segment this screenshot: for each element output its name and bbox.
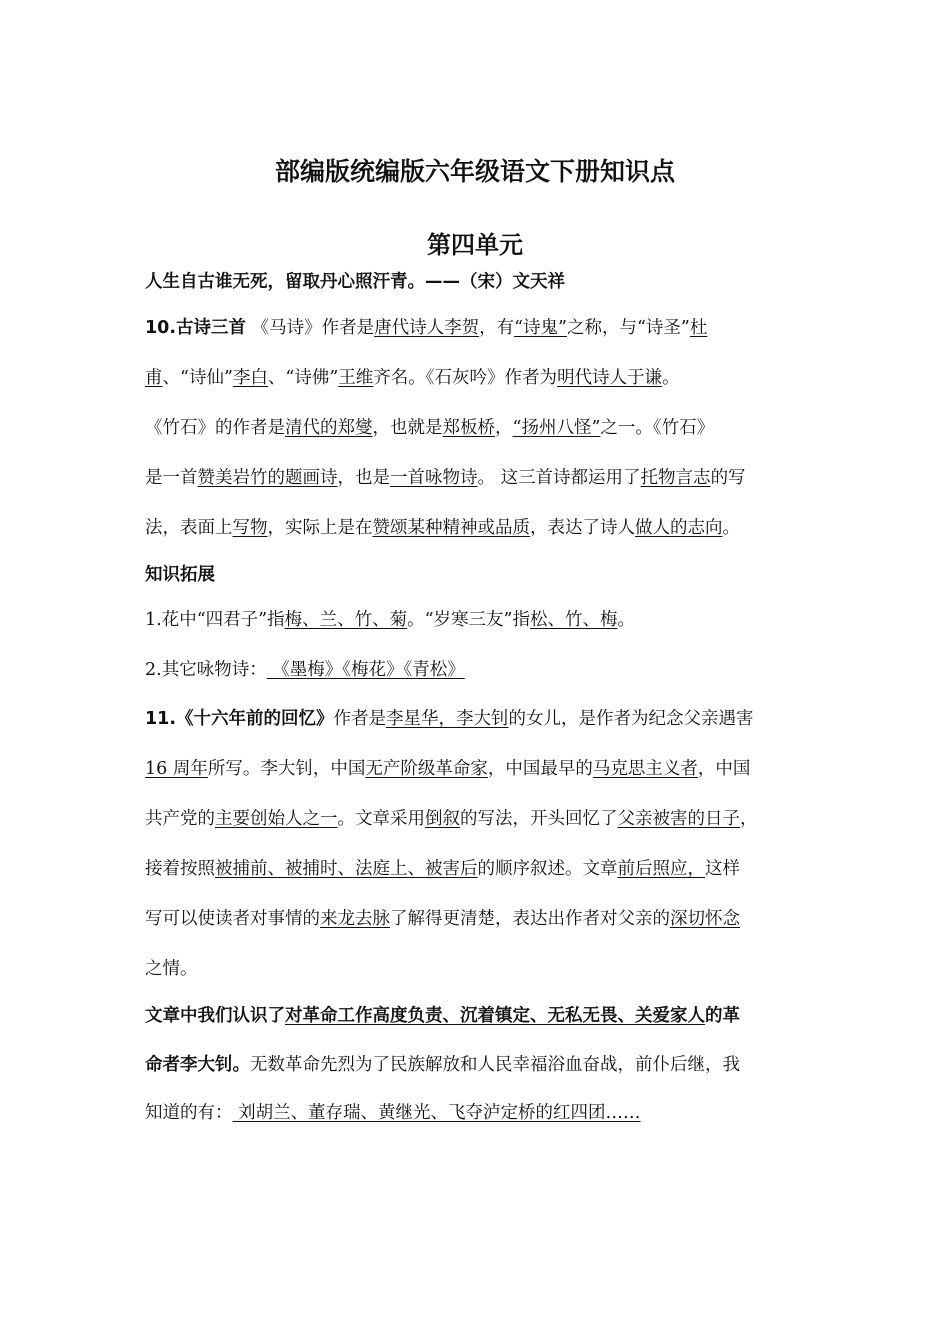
underlined-term: 托物言志 (640, 468, 711, 488)
text-span: 知道的有： (145, 1103, 233, 1123)
document-title: 部编版统编版六年级语文下册知识点 (274, 157, 675, 186)
underlined-term: 倒叙 (425, 809, 460, 829)
underlined-term: 16 周年 (145, 759, 208, 779)
underlined-term: “诗鬼” (514, 318, 567, 338)
underlined-term: 一首咏物诗 (390, 468, 478, 488)
text-line (145, 957, 825, 981)
underlined-term: 甫 (145, 368, 163, 388)
underlined-term: 杜 (689, 318, 708, 338)
text-span: ， (740, 809, 758, 829)
text-line (145, 416, 825, 440)
underlined-term: 对革命工作高度负责、沉着镇定、无私无畏、关爱家人 (285, 1006, 705, 1026)
section-heading (145, 563, 825, 587)
underlined-term: 做人的志向 (635, 518, 723, 538)
underlined-term: 被捕前、被捕时、法庭上、被害后 (215, 859, 478, 879)
underlined-term: 唐代诗人李贺 (374, 318, 480, 338)
text-span: 、“诗佛” (267, 368, 339, 388)
text-span: ，实际上是在 (267, 518, 373, 538)
text-span: 无数革命先烈为了民族解放和人民幸福浴血奋战，前仆后继，我 (250, 1055, 740, 1075)
text-line (145, 1053, 825, 1077)
text-line (145, 1004, 825, 1028)
text-line (145, 316, 825, 340)
text-span: 的写 (710, 468, 746, 488)
underlined-term: 《墨梅》《梅花》《青松》 (266, 660, 465, 680)
text-line (145, 1101, 825, 1125)
underlined-term: 王维 (338, 368, 374, 388)
underlined-term: 刘胡兰、董存瑞、黄继光、飞夺泸定桥的红四团…… (232, 1103, 641, 1123)
text-span: 2.其它咏物诗： (145, 660, 267, 680)
text-line (145, 366, 825, 390)
text-span: 11.《十六年前的回忆》 (145, 709, 334, 729)
underlined-term: 无产阶级革命家 (365, 759, 488, 779)
underlined-term: 来龙去脉 (320, 909, 390, 929)
text-span: 文章中我们认识了 (145, 1006, 285, 1026)
underlined-term: 前后照应， (617, 859, 705, 879)
text-span: 写可以使读者对事情的 (145, 909, 320, 929)
underlined-term: 马克思主义者 (592, 759, 698, 779)
text-span: 之称，与“诗圣” (566, 318, 690, 338)
underlined-term: 赞美岩竹的题画诗 (197, 468, 338, 488)
text-line (145, 757, 825, 781)
text-span: 1.花中“四君子”指 (145, 610, 285, 630)
text-span: 、“诗仙” (162, 368, 233, 388)
text-line (145, 516, 825, 540)
underlined-term: 清代的郑燮 (285, 418, 373, 438)
text-span: 命者李大钊。 (145, 1055, 250, 1075)
underlined-term: 李星华，李大钊 (386, 709, 509, 729)
underlined-term: “扬州八怪” (512, 418, 601, 438)
underlined-term: 李白 (232, 368, 268, 388)
text-span: 了解得更清楚，表达出作者对父亲的 (390, 909, 670, 929)
text-span: 的写法，开头回忆了 (460, 809, 618, 829)
text-span: 之一。《竹石》 (600, 418, 715, 438)
unit-heading: 第四单元 (427, 231, 523, 259)
text-line (145, 608, 825, 632)
text-line (145, 857, 825, 881)
underlined-term: 深切怀念 (670, 909, 740, 929)
text-line (145, 270, 825, 294)
text-span: ，中国最早的 (487, 759, 593, 779)
text-span: 10.古诗三首 (145, 318, 247, 338)
text-span: 的顺序叙述。文章 (477, 859, 618, 879)
text-line (145, 707, 825, 731)
text-span: 人生自古谁无死，留取丹心照汗青。——（宋）文天祥 (145, 272, 565, 292)
underlined-term: 明代诗人于谦 (557, 368, 663, 388)
underlined-term: 梅、兰、竹、菊 (284, 610, 408, 630)
text-span: 是一首 (145, 468, 198, 488)
underlined-term: 主要创始人之一 (215, 809, 338, 829)
text-span: 之情。 (145, 959, 198, 979)
text-line (145, 658, 825, 682)
text-span: ，有 (479, 318, 515, 338)
underlined-term: 松、竹、梅 (530, 610, 618, 630)
text-span: 知识拓展 (145, 565, 215, 585)
text-span: 所写。李大钊，中国 (207, 759, 366, 779)
text-span: 。 (662, 368, 680, 388)
text-span: 。文章采用 (337, 809, 425, 829)
text-span: 。 这三首诗都运用了 (477, 468, 641, 488)
text-span: ，中国 (697, 759, 751, 779)
text-span: 作者是 (333, 709, 387, 729)
underlined-term: 写物 (232, 518, 268, 538)
text-line (145, 466, 825, 490)
text-span: 的女儿，是作者为纪念父亲遇害 (508, 709, 754, 729)
underlined-term: 赞颂某种精神或品质 (372, 518, 530, 538)
text-span: ，也就是 (372, 418, 443, 438)
underlined-term: 郑板桥 (442, 418, 495, 438)
text-span: 《竹石》的作者是 (145, 418, 285, 438)
text-span: ，也是 (337, 468, 390, 488)
text-span: 接着按照 (145, 859, 215, 879)
text-span: ， (495, 418, 513, 438)
text-span: 《马诗》作者是 (246, 318, 375, 338)
text-line (145, 907, 825, 931)
text-span: 法，表面上 (145, 518, 233, 538)
text-span: 。 (722, 518, 740, 538)
underlined-term: 父亲被害的日子 (617, 809, 740, 829)
text-span: 齐名。《石灰吟》作者为 (373, 368, 558, 388)
text-span: 这样 (705, 859, 740, 879)
text-span: 。 (617, 610, 635, 630)
text-span: 的革 (705, 1006, 740, 1026)
text-span: 。“岁寒三友”指 (407, 610, 530, 630)
text-span: 共产党的 (145, 809, 215, 829)
text-line (145, 807, 825, 831)
text-span: ，表达了诗人 (530, 518, 635, 538)
